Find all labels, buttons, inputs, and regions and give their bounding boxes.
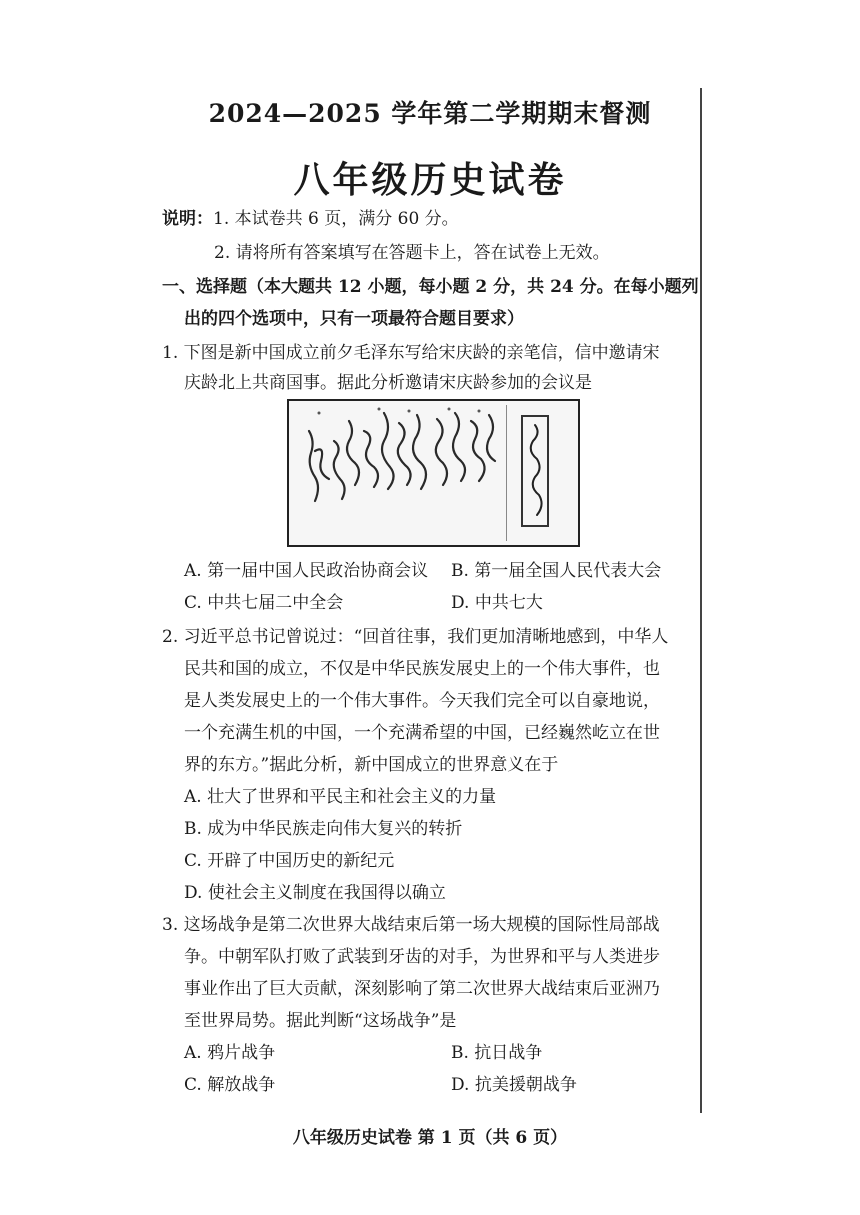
handwritten-letter-image bbox=[287, 399, 580, 547]
q1-option-c: C. 中共七届二中全会 bbox=[184, 593, 344, 613]
page-footer: 八年级历史试卷 第 1 页（共 6 页） bbox=[292, 1128, 568, 1148]
q3-option-d: D. 抗美援朝战争 bbox=[451, 1075, 577, 1095]
q3-option-b: B. 抗日战争 bbox=[451, 1043, 543, 1063]
q3-option-c: C. 解放战争 bbox=[184, 1075, 276, 1095]
q2-stem-line2: 民共和国的成立，不仅是中华民族发展史上的一个伟大事件，也 bbox=[184, 659, 660, 679]
q1-option-a: A. 第一届中国人民政治协商会议 bbox=[184, 561, 429, 581]
q2-stem-line5: 界的东方。”据此分析，新中国成立的世界意义在于 bbox=[184, 755, 559, 775]
year-title: 2024—2025 学年第二学期期末督测 bbox=[208, 99, 652, 128]
q1-option-b: B. 第一届全国人民代表大会 bbox=[451, 561, 662, 581]
q2-option-c: C. 开辟了中国历史的新纪元 bbox=[184, 851, 395, 871]
q1-stem-line2: 庆龄北上共商国事。据此分析邀请宋庆龄参加的会议是 bbox=[184, 373, 592, 393]
q2-option-b: B. 成为中华民族走向伟大复兴的转折 bbox=[184, 819, 463, 839]
binding-line bbox=[700, 88, 702, 1113]
notes-label: 说明： bbox=[162, 209, 213, 229]
section1-heading-line1: 一、选择题（本大题共 12 小题，每小题 2 分，共 24 分。在每小题列 bbox=[162, 277, 699, 297]
q3-stem-line2: 争。中朝军队打败了武装到牙齿的对手，为世界和平与人类进步 bbox=[184, 947, 660, 967]
q1-stem-line1: 1. 下图是新中国成立前夕毛泽东写给宋庆龄的亲笔信，信中邀请宋 bbox=[162, 343, 660, 363]
envelope-image bbox=[506, 405, 572, 541]
q3-stem-line1: 3. 这场战争是第二次世界大战结束后第一场大规模的国际性局部战 bbox=[162, 915, 660, 935]
q2-option-a: A. 壮大了世界和平民主和社会主义的力量 bbox=[184, 787, 497, 807]
section1-heading-line2: 出的四个选项中，只有一项最符合题目要求） bbox=[184, 309, 524, 329]
q2-stem-line4: 一个充满生机的中国，一个充满希望的中国，已经巍然屹立在世 bbox=[184, 723, 660, 743]
q2-option-d: D. 使社会主义制度在我国得以确立 bbox=[184, 883, 446, 903]
notes-line-1 bbox=[162, 208, 459, 230]
envelope-address-box bbox=[521, 415, 549, 527]
q2-stem-line1: 2. 习近平总书记曾说过：“回首往事，我们更加清晰地感到，中华人 bbox=[162, 627, 669, 647]
q2-stem-line3: 是人类发展史上的一个伟大事件。今天我们完全可以自豪地说， bbox=[184, 691, 660, 711]
q3-stem-line4: 至世界局势。据此判断“这场战争”是 bbox=[184, 1011, 457, 1031]
q3-option-a: A. 鸦片战争 bbox=[184, 1043, 276, 1063]
exam-title: 八年级历史试卷 bbox=[293, 159, 567, 201]
notes-item-1: 1. 本试卷共 6 页，满分 60 分。 bbox=[213, 209, 459, 229]
q3-stem-line3: 事业作出了巨大贡献，深刻影响了第二次世界大战结束后亚洲乃 bbox=[184, 979, 660, 999]
q1-option-d: D. 中共七大 bbox=[451, 593, 543, 613]
notes-item-2: 2. 请将所有答案填写在答题卡上，答在试卷上无效。 bbox=[214, 243, 610, 263]
